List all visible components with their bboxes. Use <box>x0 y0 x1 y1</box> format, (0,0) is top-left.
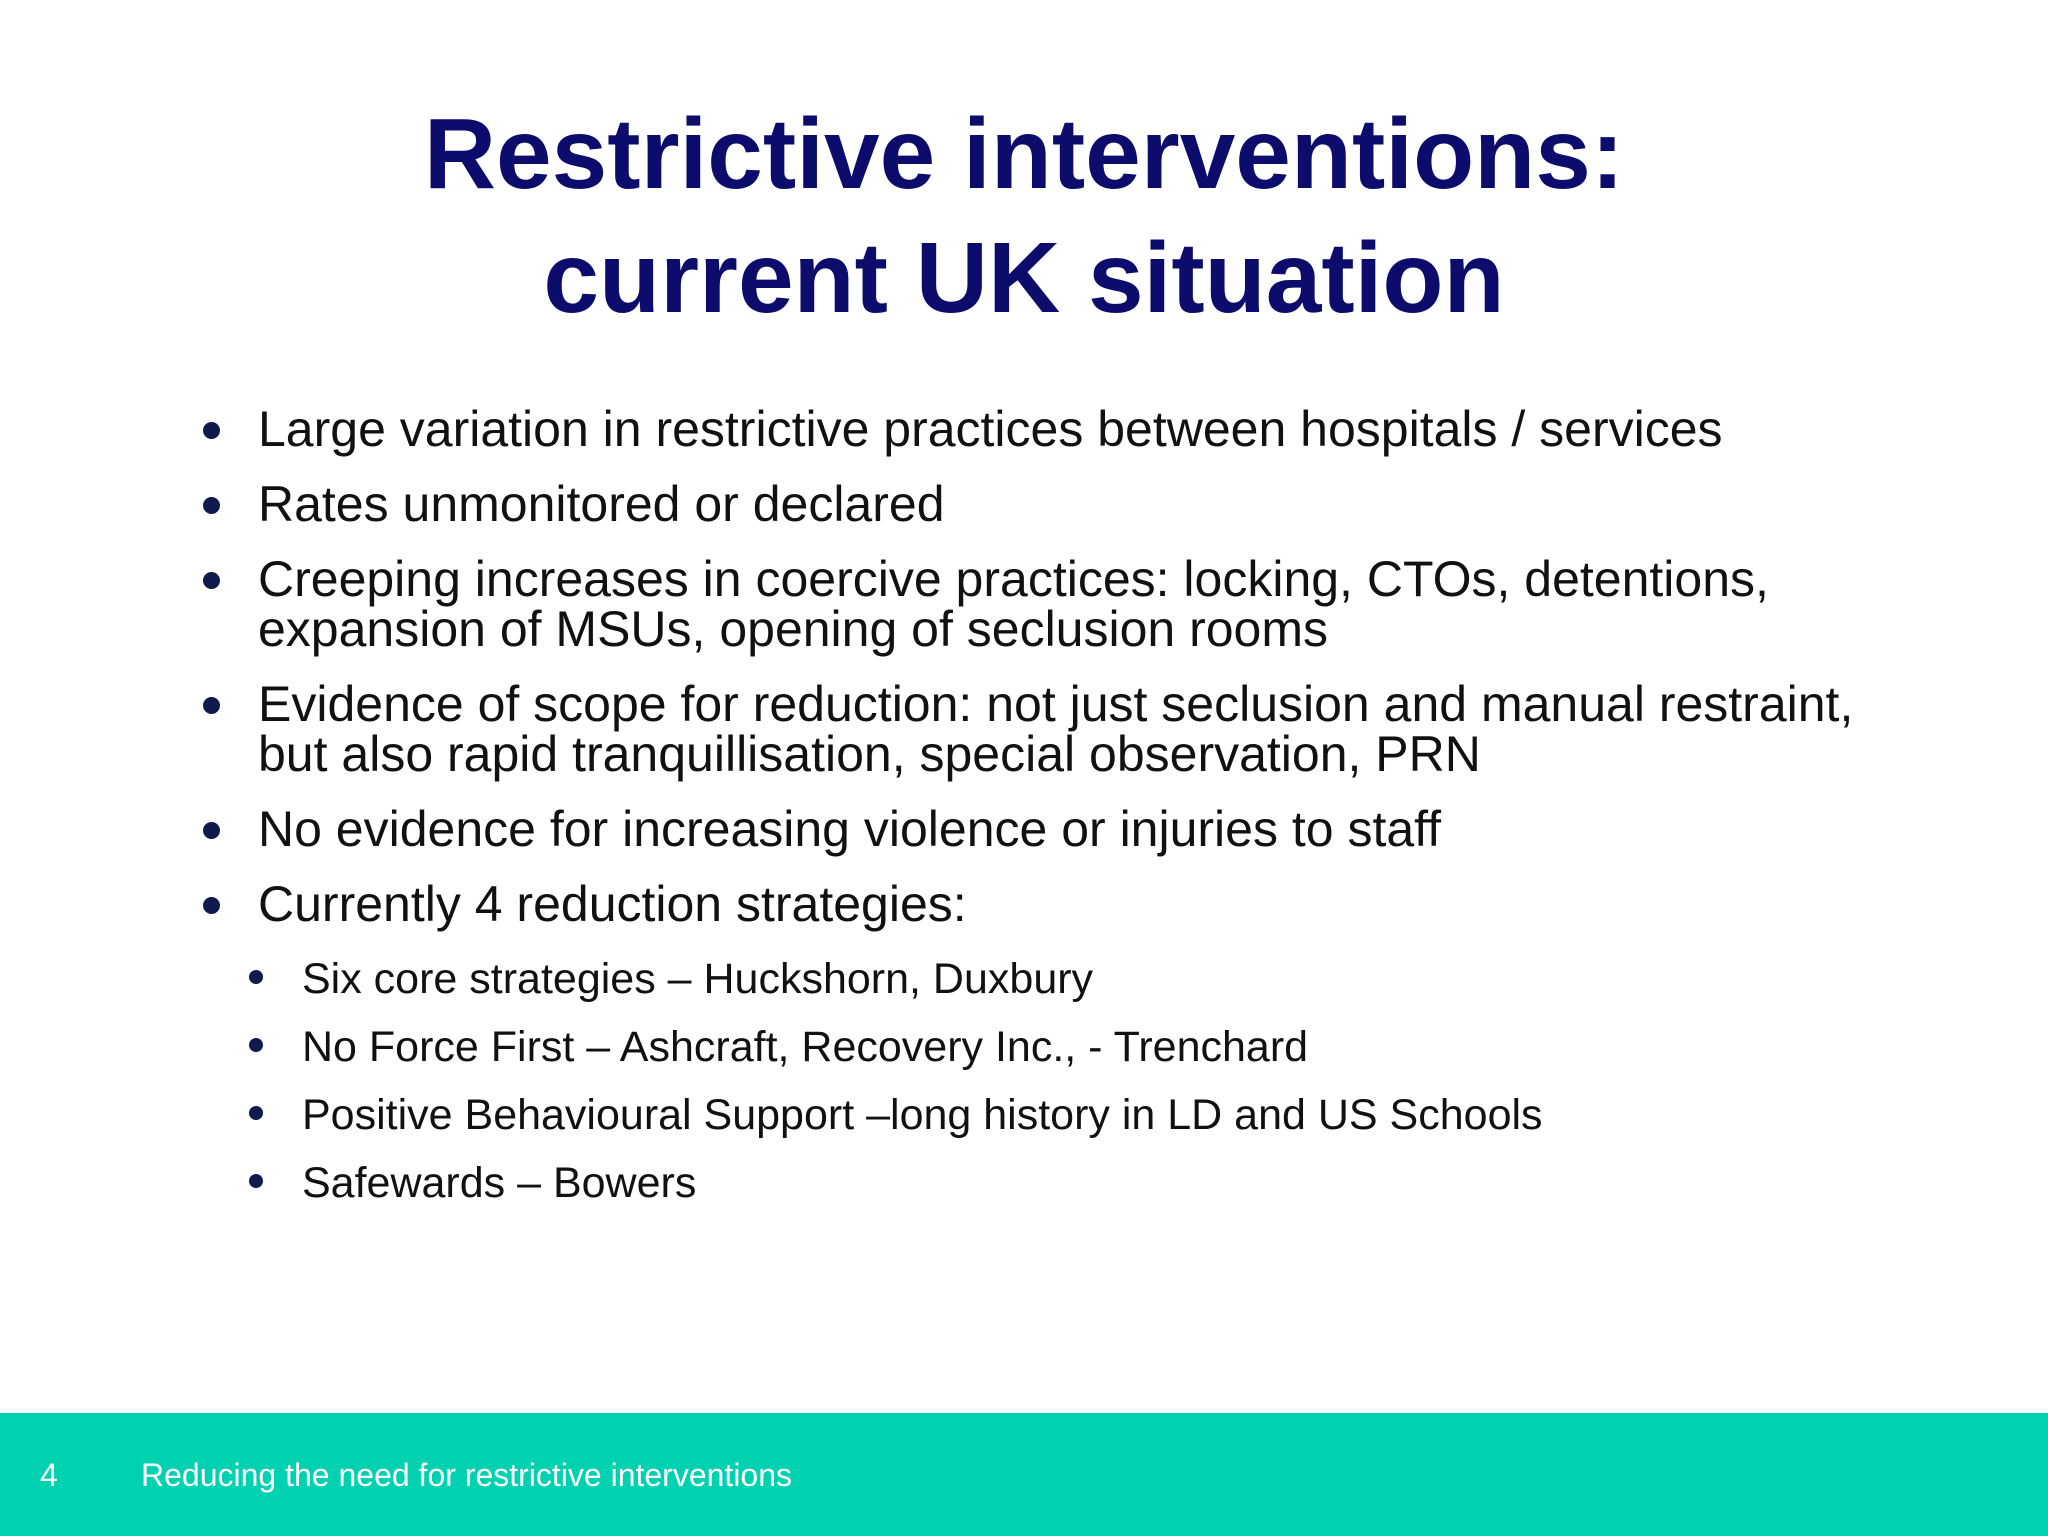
bullet-item: Currently 4 reduction strategies: <box>198 879 1898 929</box>
sub-bullet-item: No Force First – Ashcraft, Recovery Inc., - Trenchard <box>242 1022 1898 1072</box>
bullet-item: Rates unmonitored or declared <box>198 479 1898 529</box>
footer-text: Reducing the need for restrictive interventions <box>141 1457 793 1493</box>
slide-title-line2: current UK situation <box>543 222 1505 334</box>
bullet-item: Evidence of scope for reduction: not just seclusion and manual restraint, but also rapid tranquillisation, special observation, PRN <box>198 679 1898 779</box>
slide-title <box>0 92 2048 340</box>
sub-bullet-item: Six core strategies – Huckshorn, Duxbury <box>242 954 1898 1004</box>
bullet-list <box>198 401 1898 1226</box>
bullet-item: No evidence for increasing violence or injuries to staff <box>198 804 1898 854</box>
page-number: 4 <box>40 1457 58 1493</box>
footer-bar <box>0 1413 2048 1536</box>
bullet-item: Creeping increases in coercive practices: locking, CTOs, detentions, expansion of MSUs, opening of seclusion rooms <box>198 554 1898 654</box>
sub-bullet-item: Positive Behavioural Support –long history in LD and US Schools <box>242 1090 1898 1140</box>
slide-title-line1: Restrictive interventions: <box>423 98 1625 210</box>
bullet-item: Large variation in restrictive practices between hospitals / services <box>198 404 1898 454</box>
sub-bullet-item: Safewards – Bowers <box>242 1158 1898 1208</box>
